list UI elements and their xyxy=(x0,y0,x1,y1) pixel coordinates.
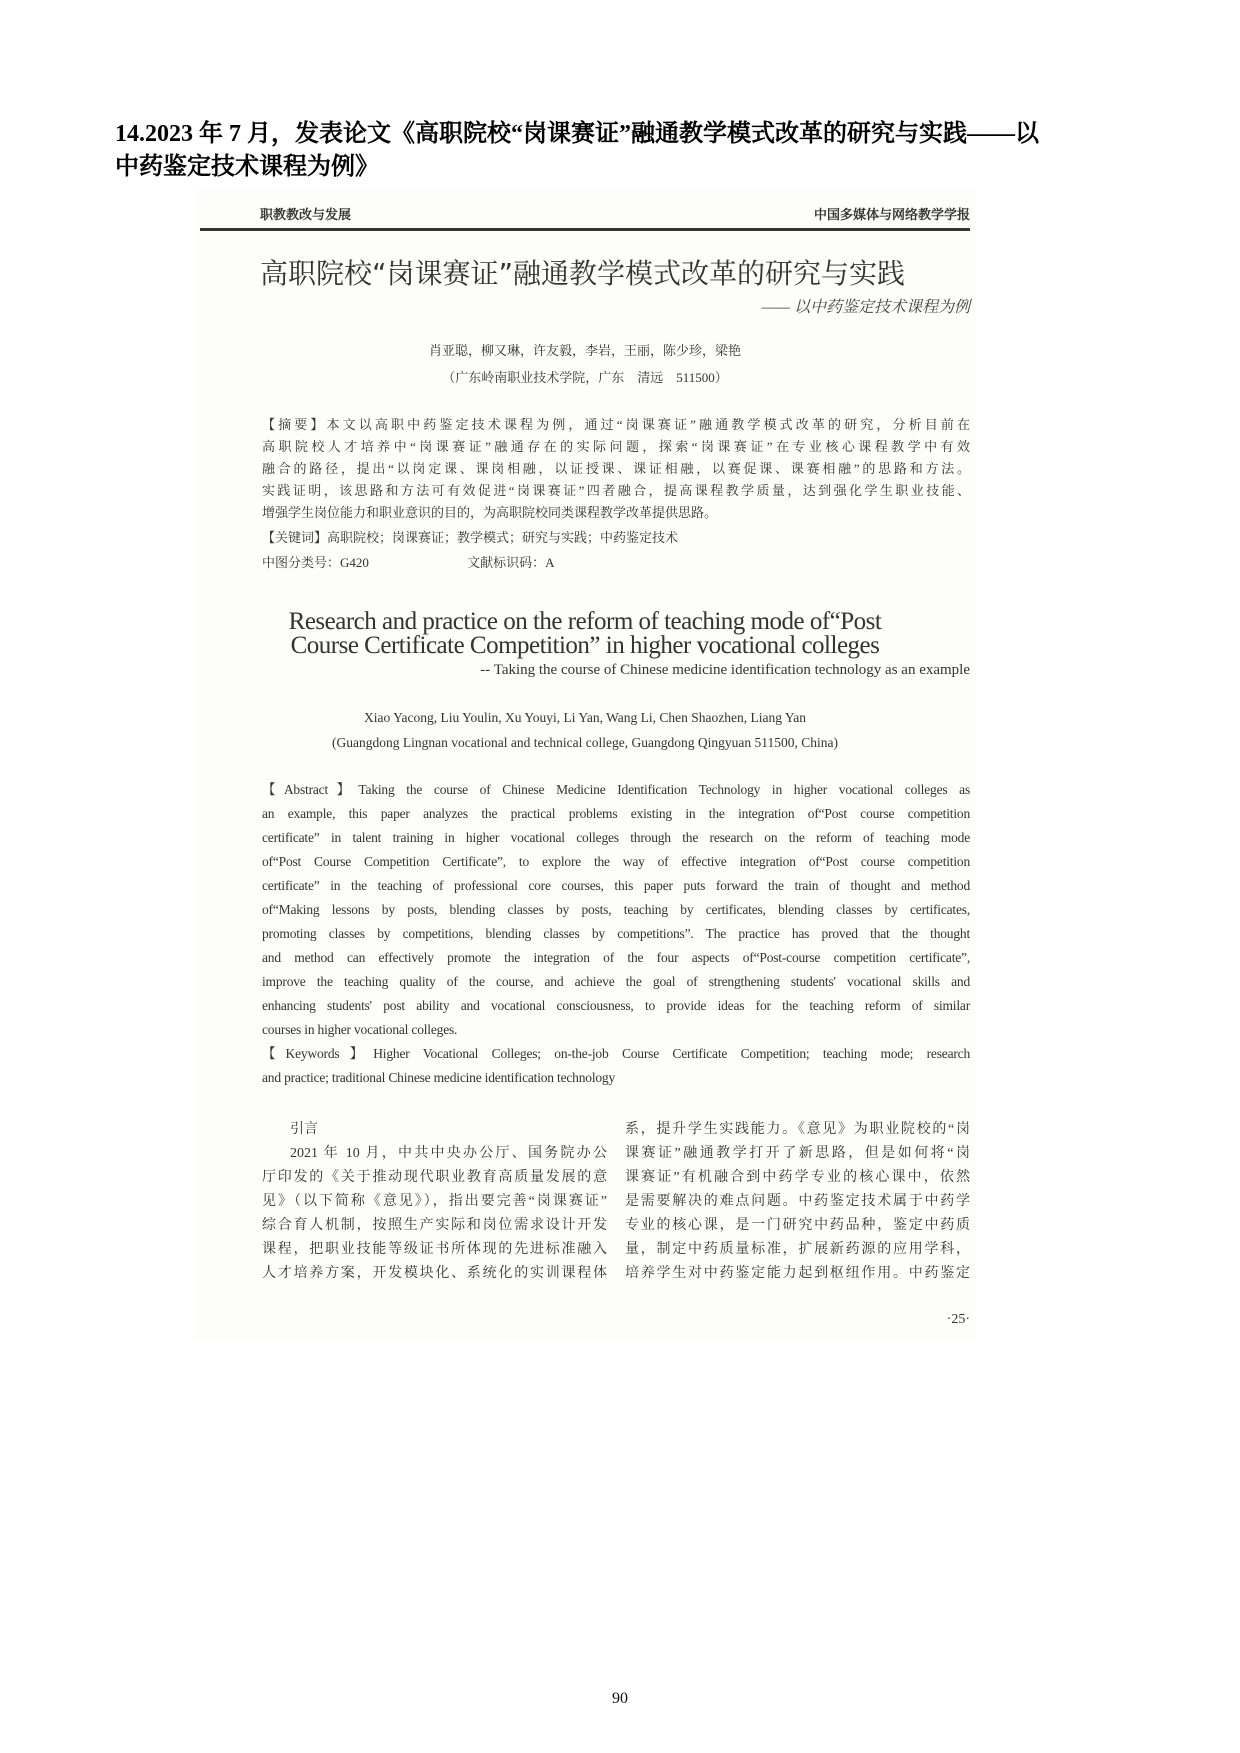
heading-line: 中药鉴定技术课程为例》 xyxy=(115,154,379,180)
abstract-line: certificate” in the teaching of professional core courses, this paper puts forward the train of thought and method xyxy=(262,878,970,893)
abstract-line: improve the teaching quality of the course, and achieve the goal of strengthening students' vocational skills and xyxy=(262,974,970,989)
cn-subtitle: —— 以中药鉴定技术课程为例 xyxy=(761,299,970,316)
abstract-line: 【摘要】本文以高职中药鉴定技术课程为例，通过“岗课赛证”融通教学模式改革的研究，分析目前在 xyxy=(262,417,970,432)
body-line: 量，制定中药质量标准，扩展新药源的应用学科， xyxy=(625,1242,970,1257)
body-left-column xyxy=(262,1118,607,1286)
en-title-line: Course Certificate Competition” in higher vocational colleges xyxy=(290,632,880,659)
heading-line: 14.2023 年 7 月，发表论文《高职院校“岗课赛证”融通教学模式改革的研究与实践——以 xyxy=(115,121,1039,147)
body-line: 课赛证”融通教学打开了新思路，但是如何将“岗 xyxy=(625,1146,970,1161)
classification: 中图分类号：G420 xyxy=(262,555,369,570)
en-abstract xyxy=(262,778,970,1090)
abstract-line: 高职院校人才培养中“岗课赛证”融通存在的实际问题，探索“岗课赛证”在专业核心课程教学中有效 xyxy=(262,439,970,454)
en-keywords-line: 【Keywords】Higher Vocational Colleges; on-the-job Course Certificate Competition; teaching mode; research xyxy=(262,1046,970,1061)
body-line: 2021 年 10 月，中共中央办公厅、国务院办公 xyxy=(290,1146,607,1161)
body-line: 培养学生对中药鉴定能力起到枢纽作用。中药鉴定 xyxy=(625,1266,970,1281)
journal-page-number: ·25· xyxy=(946,1312,970,1327)
abstract-line: courses in higher vocational colleges. xyxy=(262,1022,458,1037)
cn-title: 高职院校“岗课赛证”融通教学模式改革的研究与实践 xyxy=(260,257,906,290)
body-line: 厅印发的《关于推动现代职业教育高质量发展的意 xyxy=(262,1170,607,1185)
cn-abstract xyxy=(262,414,970,574)
abstract-line: of“Post Course Competition Certificate”, to explore the way of effective integration of“Post course competition xyxy=(262,854,970,869)
abstract-line: promoting classes by competitions, blending classes by competitions”. The practice has proved that the thought xyxy=(262,926,970,941)
abstract-line: 【Abstract】Taking the course of Chinese Medicine Identification Technology in higher vocational colleges as xyxy=(262,782,970,797)
paper-scan xyxy=(195,190,975,1340)
en-affiliation: (Guangdong Lingnan vocational and technical college, Guangdong Qingyuan 511500, China) xyxy=(332,735,838,750)
abstract-line: and method can effectively promote the integration of the four aspects of“Post-course competition certificate”, xyxy=(262,950,970,965)
en-title xyxy=(195,610,975,658)
journal-name: 中国多媒体与网络教学学报 xyxy=(813,207,970,222)
body-right-column xyxy=(625,1118,970,1286)
body-line: 课赛证”有机融合到中药学专业的核心课中，依然 xyxy=(625,1170,970,1185)
doc-code: 文献标识码：A xyxy=(467,555,555,570)
cn-authors: 肖亚聪，柳又琳，许友毅，李岩，王丽，陈少珍，梁艳 xyxy=(428,343,741,358)
body-line: 专业的核心课，是一门研究中药品种，鉴定中药质 xyxy=(625,1218,970,1233)
document-heading xyxy=(115,118,1125,184)
abstract-line: enhancing students' post ability and vocational consciousness, to provide ideas for the teaching reform of similar xyxy=(262,998,970,1013)
header-rule xyxy=(200,228,970,231)
abstract-line: certificate” in talent training in higher vocational colleges through the research on the reform of teaching mode xyxy=(262,830,970,845)
page-number: 90 xyxy=(612,1690,628,1707)
classification-row xyxy=(262,552,970,574)
en-subtitle: -- Taking the course of Chinese medicine identification technology as an example xyxy=(480,662,970,678)
body-line: 系，提升学生实践能力。《意见》为职业院校的“岗 xyxy=(625,1122,970,1137)
en-title-line: Research and practice on the reform of teaching mode of“Post xyxy=(288,608,882,635)
abstract-line: 融合的路径，提出“以岗定课、课岗相融，以证授课、课证相融，以赛促课、课赛相融”的思路和方法。 xyxy=(262,461,970,476)
body-line: 是需要解决的难点问题。中药鉴定技术属于中药学 xyxy=(625,1194,970,1209)
cn-keywords: 【关键词】高职院校；岗课赛证；教学模式；研究与实践；中药鉴定技术 xyxy=(262,530,679,545)
section-title: 引言 xyxy=(290,1122,318,1137)
journal-section: 职教教改与发展 xyxy=(260,207,352,222)
abstract-line: of“Making lessons by posts, blending classes by posts, teaching by certificates, blending classes by certificates, xyxy=(262,902,970,917)
en-authors: Xiao Yacong, Liu Youlin, Xu Youyi, Li Yan, Wang Li, Chen Shaozhen, Liang Yan xyxy=(364,710,806,725)
cn-affiliation: （广东岭南职业技术学院，广东 清远 511500） xyxy=(442,370,728,385)
body-line: 见》（以下简称《意见》），指出要完善“岗课赛证” xyxy=(262,1194,607,1209)
body-line: 综合育人机制，按照生产实际和岗位需求设计开发 xyxy=(262,1218,607,1233)
abstract-line: an example, this paper analyzes the practical problems existing in the integration of“Post course competition xyxy=(262,806,970,821)
en-keywords-line: and practice; traditional Chinese medicine identification technology xyxy=(262,1070,616,1085)
abstract-line: 实践证明，该思路和方法可有效促进“岗课赛证”四者融合，提高课程教学质量，达到强化学生职业技能、 xyxy=(262,483,970,498)
abstract-line: 增强学生岗位能力和职业意识的目的，为高职院校同类课程教学改革提供思路。 xyxy=(262,505,718,520)
body-line: 人才培养方案，开发模块化、系统化的实训课程体 xyxy=(262,1266,607,1281)
body-line: 课程，把职业技能等级证书所体现的先进标准融入 xyxy=(262,1242,607,1257)
